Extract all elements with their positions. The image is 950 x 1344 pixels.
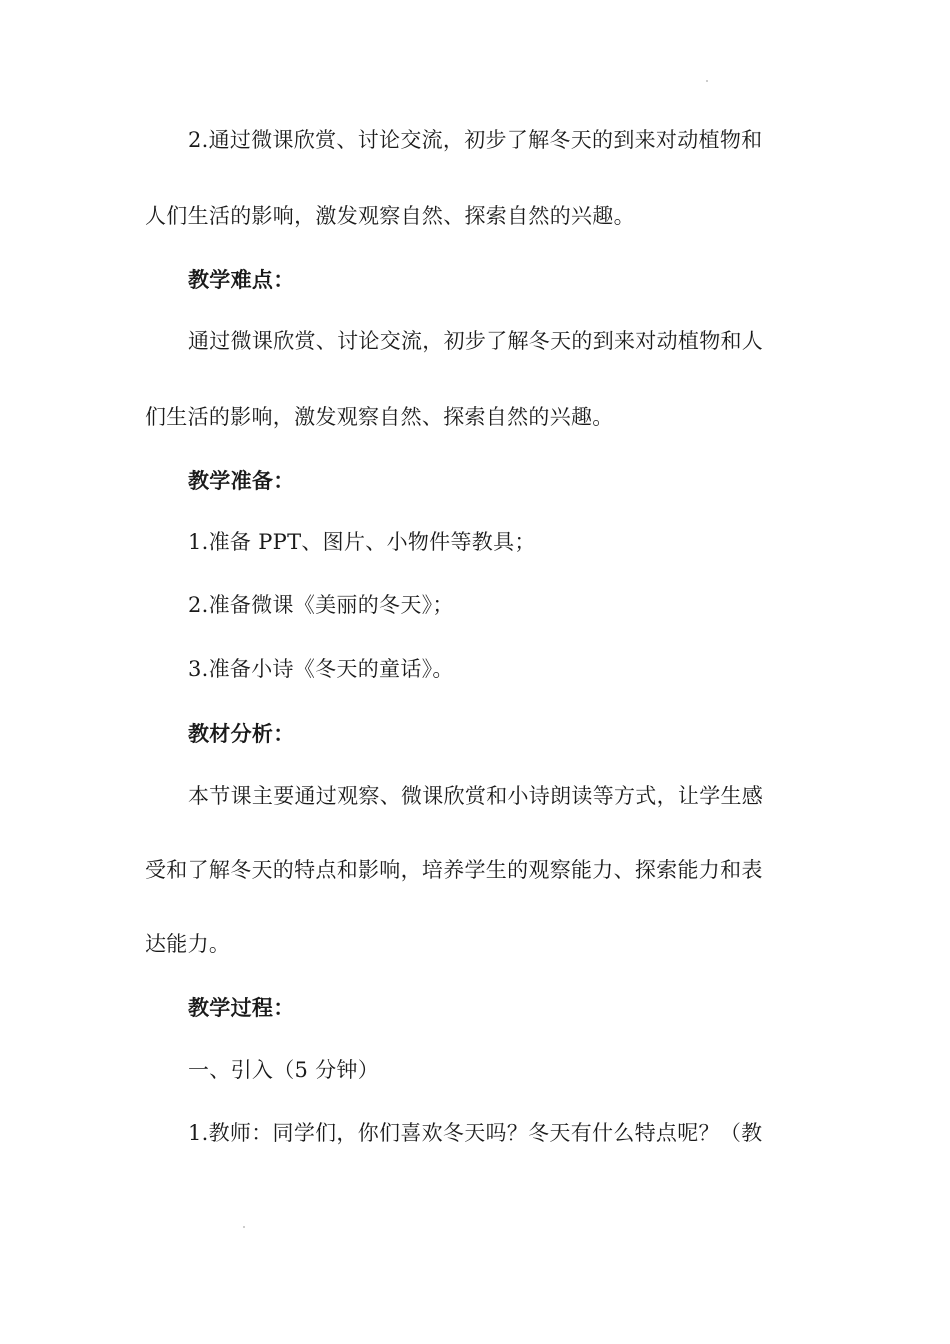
process-step-1: 1.教师：同学们，你们喜欢冬天吗？冬天有什么特点呢？（教 <box>188 1121 763 1145</box>
preparation-item-1: 1.准备 PPT、图片、小物件等教具； <box>188 530 536 554</box>
analysis-line-1: 本节课主要通过观察、微课欣赏和小诗朗读等方式，让学生感 <box>188 784 764 808</box>
preparation-item-3: 3.准备小诗《冬天的童话》。 <box>188 657 454 681</box>
difficulty-line-1: 通过微课欣赏、讨论交流，初步了解冬天的到来对动植物和人 <box>188 329 764 353</box>
process-heading: 教学过程： <box>188 995 295 1020</box>
analysis-line-3: 达能力。 <box>145 932 231 956</box>
goal-2-line-2: 人们生活的影响，激发观察自然、探索自然的兴趣。 <box>145 204 635 228</box>
analysis-heading: 教材分析： <box>188 721 295 746</box>
scan-dot <box>243 1226 245 1228</box>
analysis-line-2: 受和了解冬天的特点和影响，培养学生的观察能力、探索能力和表 <box>145 858 763 882</box>
scan-dot <box>706 80 708 82</box>
preparation-heading: 教学准备： <box>188 468 295 493</box>
difficulty-heading: 教学难点： <box>188 267 295 292</box>
goal-2-line-1: 2.通过微课欣赏、讨论交流，初步了解冬天的到来对动植物和 <box>188 128 763 152</box>
process-section-1: 一、引入（5 分钟） <box>188 1058 380 1082</box>
preparation-item-2: 2.准备微课《美丽的冬天》； <box>188 593 454 617</box>
difficulty-line-2: 们生活的影响，激发观察自然、探索自然的兴趣。 <box>145 405 614 429</box>
